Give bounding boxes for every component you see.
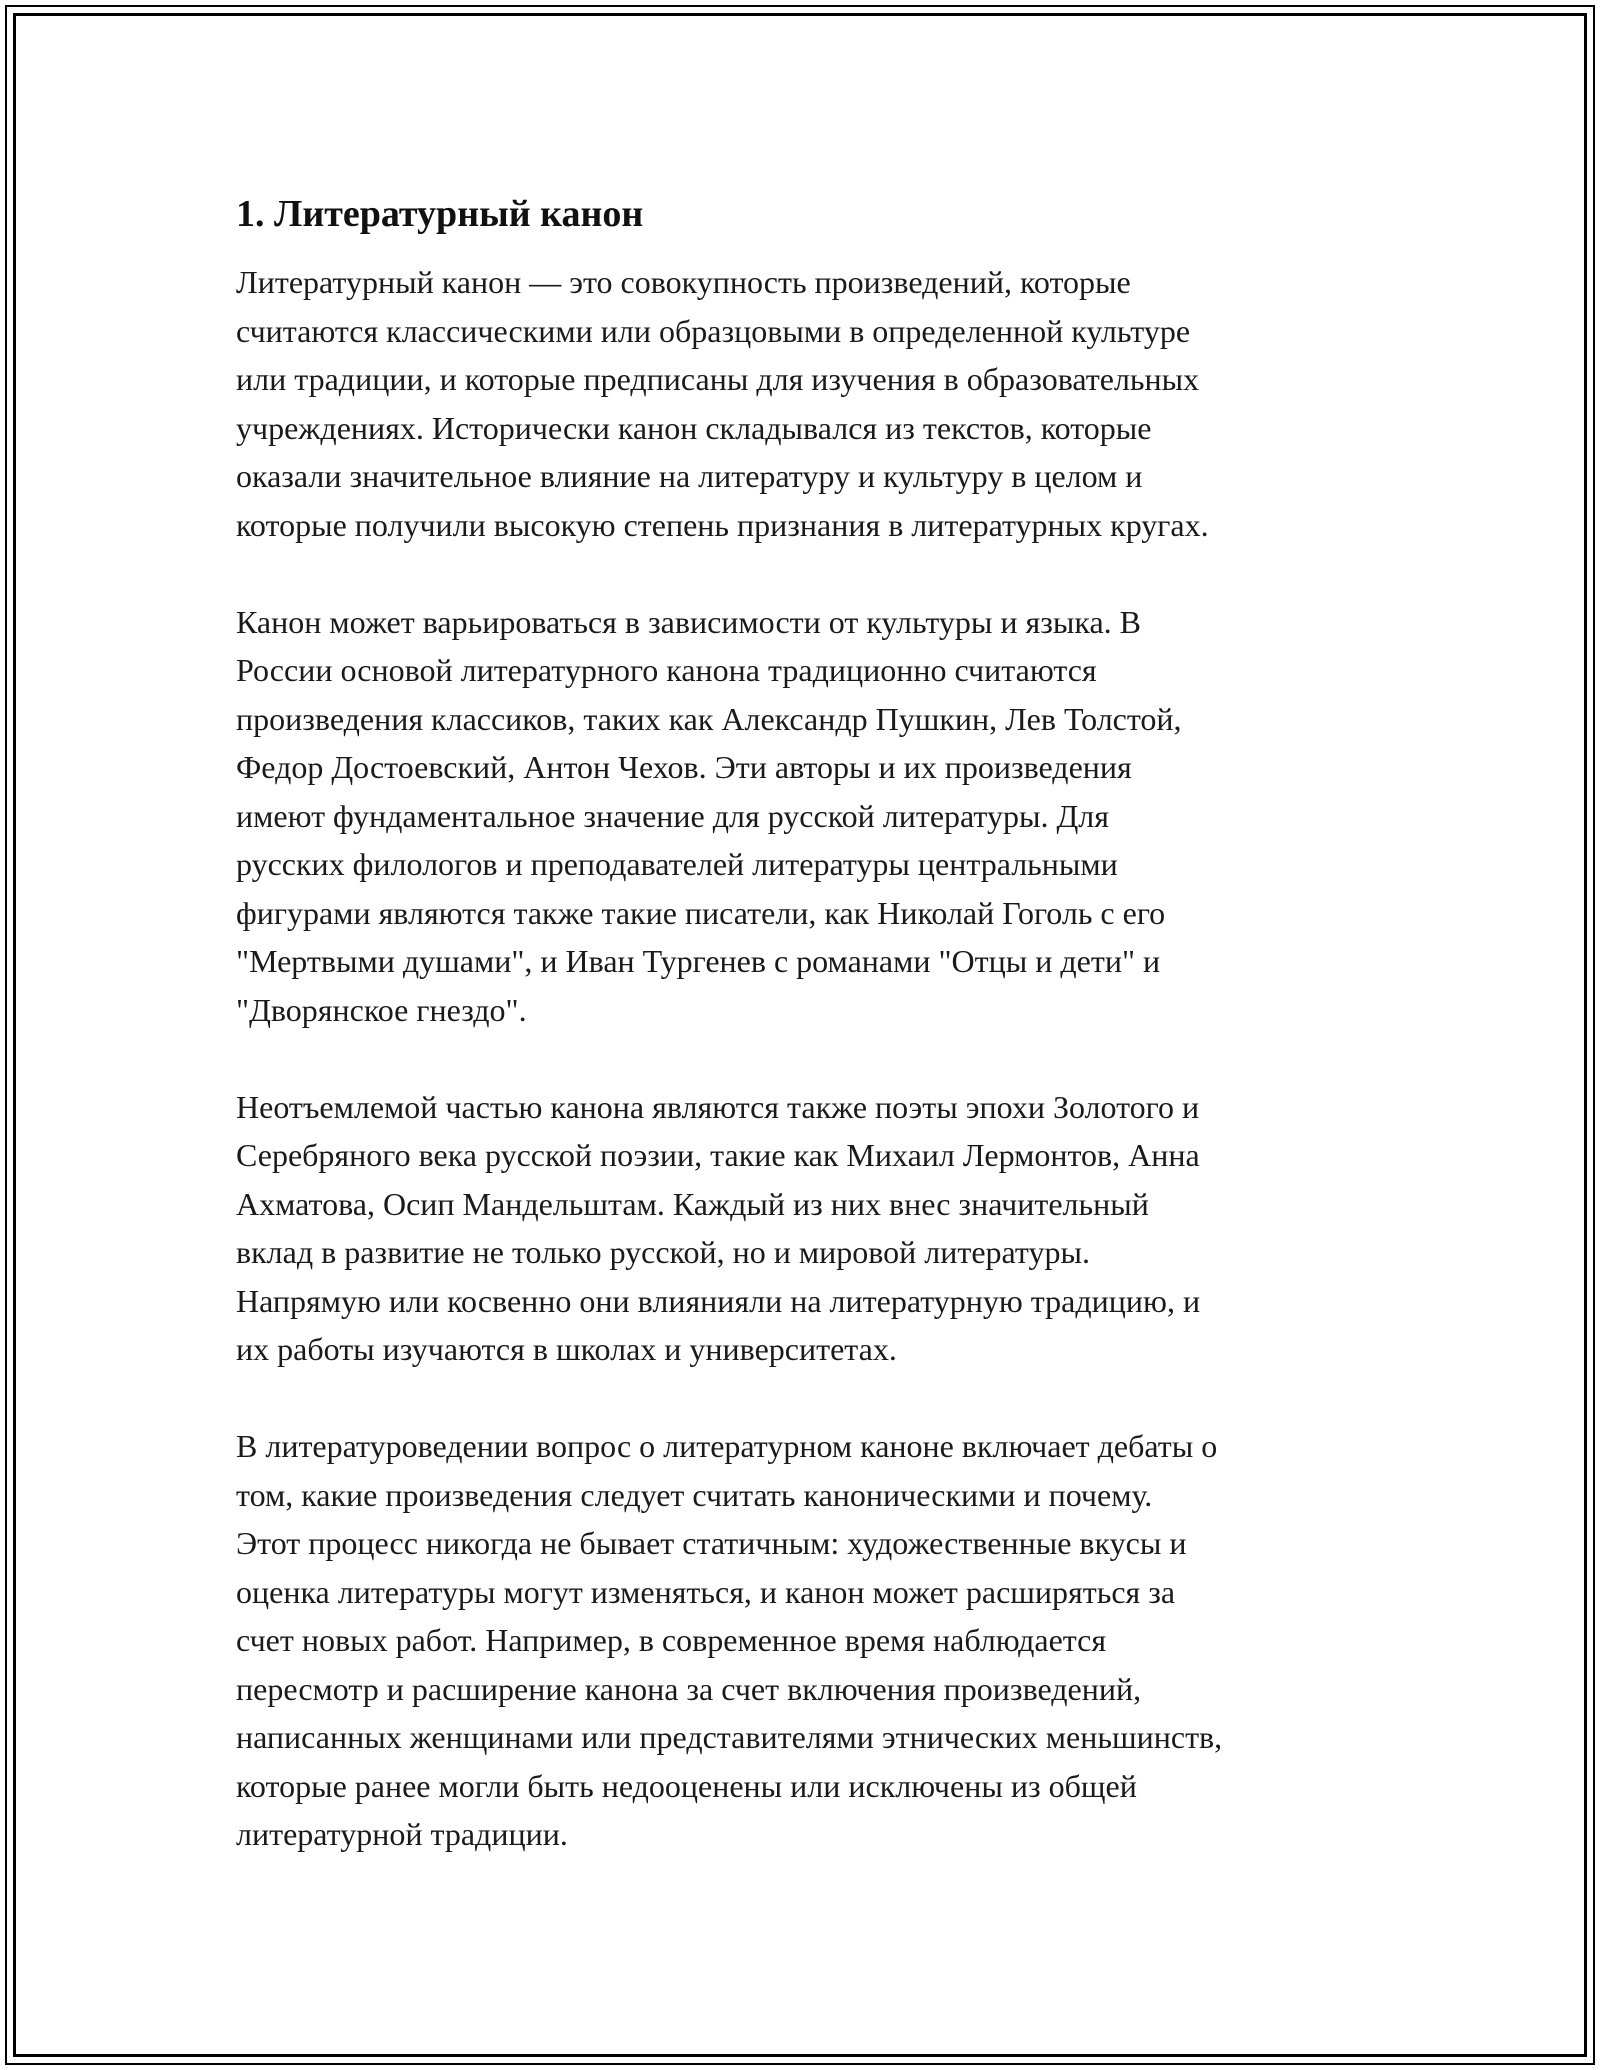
paragraph-4: В литературоведении вопрос о литературном каноне включает дебаты о том, какие произведения следует считать каноническими и почему. Этот процесс никогда не бывает статичным: художественные вкусы и оценка литературы могут изменяться, и канон может расширяться за счет новых работ. Например, в современное время наблюдается пересмотр и расширение канона за счет включения произведений, написанных женщинами или представителями этнических меньшинств, которые ранее могли быть недооценены или исключены из общей литературной традиции. [236, 1428, 1223, 1852]
paragraph-2: Канон может варьироваться в зависимости от культуры и языка. В России основой литературного канона традиционно считаются произведения классиков, таких как Александр Пушкин, Лев Толстой, Федор Достоевский, Антон Чехов. Эти авторы и их произведения имеют фундаментальное значение для русской литературы. Для русских филологов и преподавателей литературы центральными фигурами являются также такие писатели, как Николай Гоголь с его "Мертвыми душами", и Иван Тургенев с романами "Отцы и дети" и "Дворянское гнездо". [236, 603, 1182, 1028]
paragraph-1: Литературный канон — это совокупность произведений, которые считаются классическими или образцовыми в определенной культуре или традиции, и которые предписаны для изучения в образовательных учреждениях. Исторически канон складывался из текстов, которые оказали значительное влияние на литературу и культуру в целом и которые получили высокую степень признания в литературных кругах. [236, 264, 1209, 543]
paragraph-3: Неотъемлемой частью канона являются также поэты эпохи Золотого и Серебряного века русской поэзии, такие как Михаил Лермонтов, Анна Ахматова, Осип Мандельштам. Каждый из них внес значительный вклад в развитие не только русской, но и мировой литературы. Напрямую или косвенно они влиянияли на литературную традицию, и их работы изучаются в школах и университетах. [236, 1088, 1201, 1367]
document-body [236, 190, 1376, 1907]
section-heading: 1. Литературный канон [236, 193, 644, 235]
